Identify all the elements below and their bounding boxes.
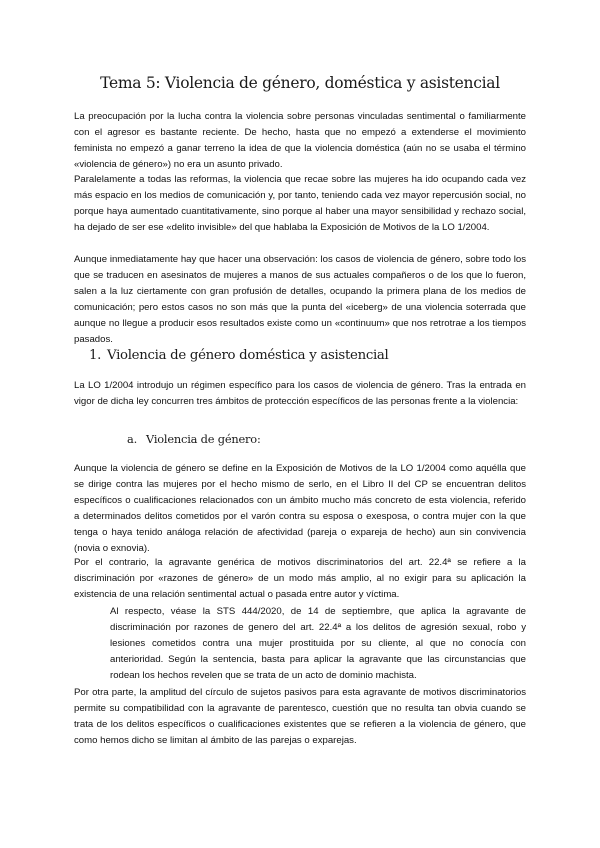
- section-1-paragraph: La LO 1/2004 introdujo un régimen específico para los casos de violencia de género. Tras la entrada en vigor de dicha ley concurren tres ámbitos de protección específicos de las personas frente a la violencia:: [74, 380, 526, 407]
- subsection-a-number: a.: [127, 432, 138, 446]
- subsection-a-closing-paragraph: Por otra parte, la amplitud del círculo de sujetos pasivos para esta agravante de motivos discriminatorios permite su compatibilidad con la agravante de parentesco, cuestión que no resulta tan obvia cuando se trata de los delitos específicos o cualificaciones existentes que se refieren a la violencia de género, que como hemos dicho se limitan al ámbito de las parejas o exparejas.: [74, 687, 526, 746]
- subsection-a-paragraph-1: Aunque la violencia de género se define en la Exposición de Motivos de la LO 1/2004 como aquélla que se dirige contra las mujeres por el hecho mismo de serlo, en el Libro II del CP se encuentran delitos específicos o cualificaciones relacionados con un ámbito mucho más concreto de esta violencia, referido a determinados delitos cometidos por el varón contra su esposa o exesposa, o contra mujer con la que tenga o haya tenido análoga relación de afectividad (pareja o expareja de hecho) aun sin convivencia (novia o exnovia).: [74, 463, 526, 554]
- subsection-a-title: Violencia de género:: [146, 432, 261, 446]
- case-law-quote: Al respecto, véase la STS 444/2020, de 14 de septiembre, que aplica la agravante de discriminación por razones de genero del art. 22.4ª a los delitos de agresión sexual, robo y lesiones cometidos contra una mujer prostituida por su cliente, al que no conocía con anterioridad. Según la sentencia, basta para aplicar la agravante que las circunstancias que rodean los hechos revelen que se trata de un acto de dominio machista.: [110, 606, 526, 681]
- section-1-title: Violencia de género doméstica y asistencial: [107, 348, 389, 363]
- intro-paragraph-3: Aunque inmediatamente hay que hacer una observación: los casos de violencia de género, sobre todo los que se traducen en asesinatos de mujeres a manos de sus actuales compañeros o de los que lo fueron, salen a la luz ciertamente con gran profusión de detalles, ocupando la primera plana de los medios de comunicación; pero estos casos no son más que la punta del «iceberg» de una violencia soterrada que aunque no llegue a producir esos resultados existe como un «continuum» que nos retrotrae a los tiempos pasados.: [74, 254, 526, 345]
- intro-paragraph-2: Paralelamente a todas las reformas, la violencia que recae sobre las mujeres ha ido ocupando cada vez más espacio en los medios de comunicación y, por tanto, teniendo cada vez mayor repercusión social, no porque haya aumentado cuantitativamente, sino porque al haber una mayor sensibilidad y rechazo social, ha dejado de ser ese «delito invisible» del que hablaba la Exposición de Motivos de la LO 1/2004.: [74, 174, 526, 233]
- page-title: Tema 5: Violencia de género, doméstica y asistencial: [100, 74, 500, 92]
- subsection-a-paragraph-2: Por el contrario, la agravante genérica de motivos discriminatorios del art. 22.4ª se refiere a la discriminación por «razones de género» de un modo más amplio, al no exigir para su aplicación la existencia de una relación sentimental actual o pasada entre autor y víctima.: [74, 557, 526, 600]
- intro-paragraph-1: La preocupación por la lucha contra la violencia sobre personas vinculadas sentimental o familiarmente con el agresor es bastante reciente. De hecho, hasta que no empezó a extenderse el movimiento feminista no empezó a ganar terreno la idea de que la violencia doméstica (aún no se usaba el término «violencia de género») no era un asunto privado.: [74, 111, 526, 170]
- subsection-a-heading: [127, 432, 261, 446]
- section-1-heading: [89, 348, 389, 363]
- section-1-number: 1.: [89, 348, 102, 363]
